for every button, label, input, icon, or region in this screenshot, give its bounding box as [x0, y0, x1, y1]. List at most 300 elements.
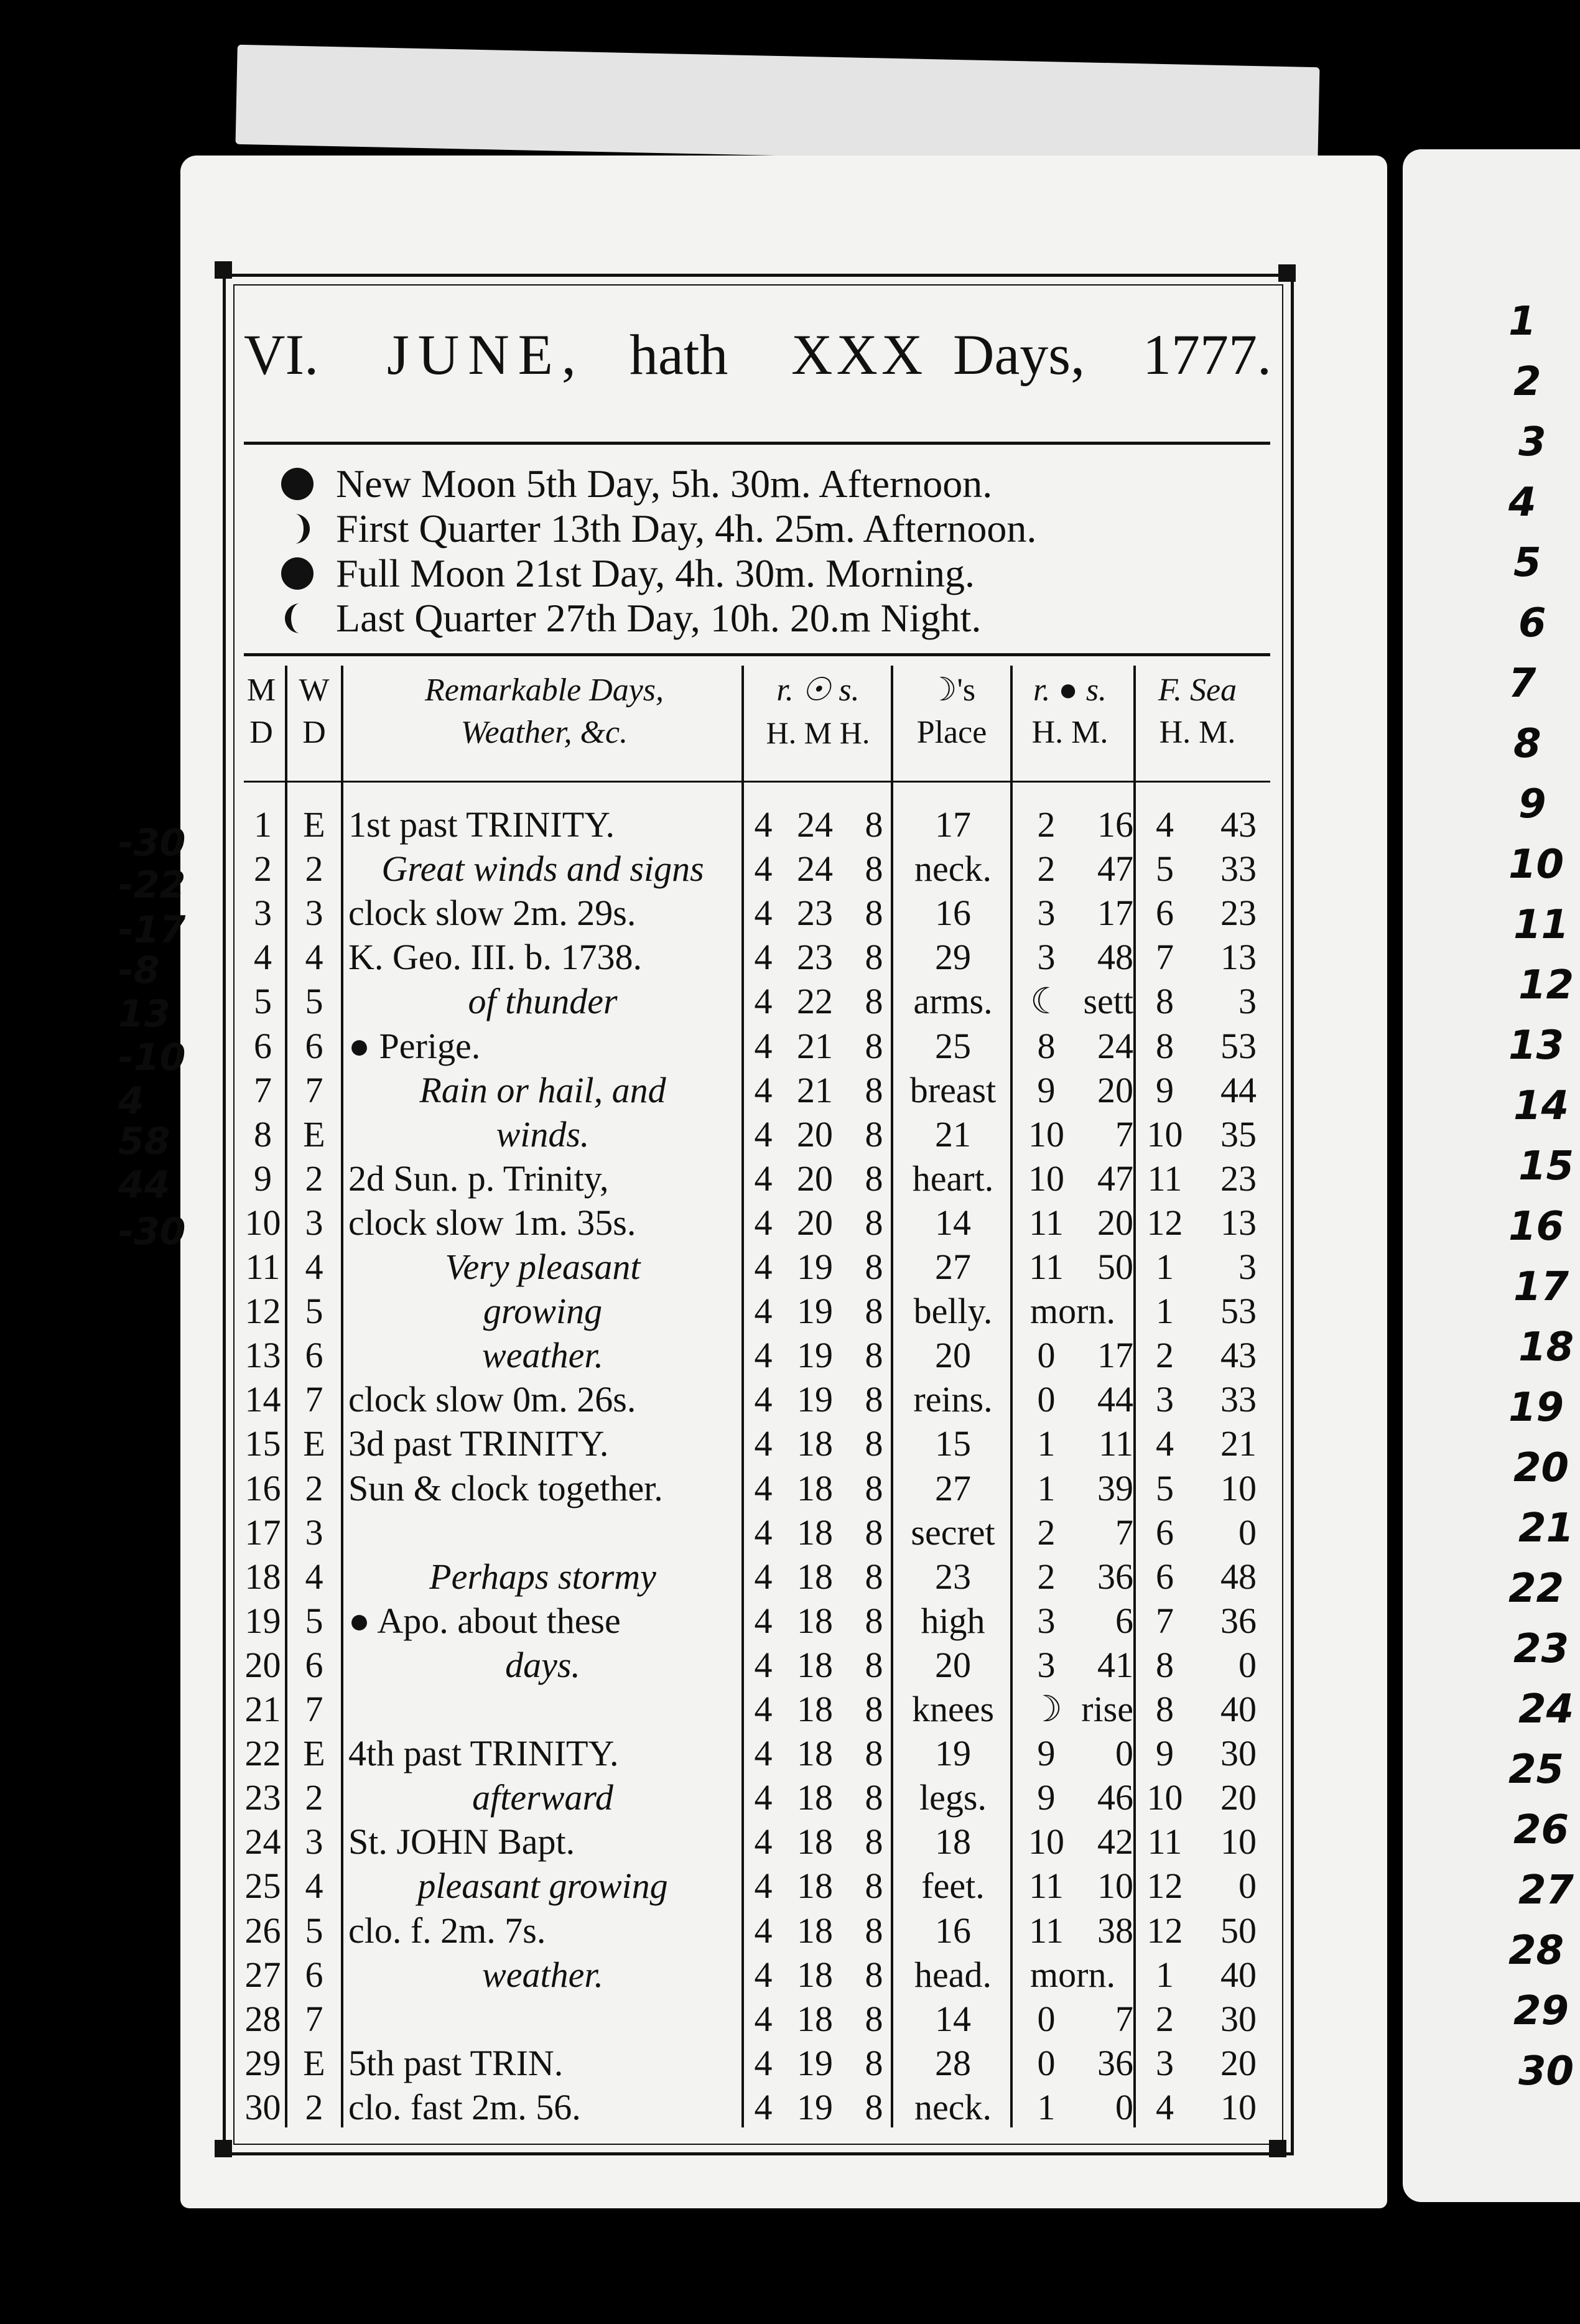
facing-page-number: 28: [1508, 1928, 1564, 1974]
cell-remark: days.: [505, 1644, 580, 1685]
col-moonrise-bottom: H. M.: [1031, 715, 1108, 750]
cell-moon-place: head.: [914, 1954, 992, 1995]
cell-sun-rise-minute: 19: [797, 2042, 833, 2083]
facing-page-number: 2: [1513, 359, 1541, 405]
cell-sea-hour: 8: [1156, 1689, 1174, 1729]
cell-sun-rise-minute: 18: [797, 1689, 833, 1729]
cell-sea-hour: 11: [1147, 1158, 1183, 1199]
table-row: [239, 1731, 1272, 1775]
col-wd-top: W: [299, 672, 330, 708]
cell-remark: [348, 1687, 737, 1731]
facing-page-number: 19: [1508, 1385, 1564, 1431]
cell-sun-rise-minute: 19: [797, 1247, 833, 1287]
cell-sun-set-hour: 8: [865, 804, 883, 845]
cell-sea-hour: 1: [1156, 1954, 1174, 1995]
cell-remark: clock slow 0m. 26s.: [348, 1379, 636, 1420]
cell-remark: ● Apo. about these: [348, 1600, 621, 1641]
cell-sun-rise-minute: 18: [797, 1644, 833, 1685]
cell-sun-rise-hour: 4: [754, 1025, 773, 1066]
cell-sea-hour: 8: [1156, 1025, 1174, 1066]
month-number: VI.: [244, 323, 319, 386]
table-row: [239, 1112, 1272, 1156]
cell-sea-minute: 33: [1220, 1379, 1257, 1420]
cell-moon-rise-minute: 41: [1097, 1644, 1133, 1685]
cell-sea-minute: 21: [1220, 1423, 1257, 1464]
cell-moon-rise-hour: 0: [1037, 2042, 1056, 2083]
cell-sun-rise-minute: 19: [797, 1291, 833, 1332]
facing-page-number: 27: [1518, 1867, 1574, 1913]
cell-remark: Sun & clock together.: [348, 1467, 663, 1508]
cell-sea-minute: 50: [1220, 1910, 1257, 1951]
cell-sea-hour: 2: [1156, 1335, 1174, 1376]
cell-moon-place: high: [921, 1600, 985, 1641]
cell-remark: [348, 1997, 737, 2041]
cell-week-day: 3: [305, 893, 323, 934]
cell-week-day: 2: [305, 2086, 323, 2127]
cell-week-day: E: [303, 1113, 325, 1155]
cell-sun-set-hour: 8: [865, 1954, 883, 1995]
cell-sea-minute: 30: [1220, 1733, 1257, 1774]
cell-moon-rise-minute: 16: [1097, 804, 1133, 845]
cell-sun-rise-hour: 4: [754, 1556, 773, 1597]
cell-remark: [348, 1510, 737, 1555]
cell-moon-place: 19: [935, 1733, 971, 1774]
cell-sea-minute: 23: [1220, 893, 1257, 934]
cell-moon-rise-minute: 20: [1097, 1069, 1133, 1110]
cell-sea-minute: 20: [1220, 1777, 1257, 1818]
cell-week-day: 7: [305, 1069, 323, 1110]
cell-moon-rise-minute: [1080, 1289, 1133, 1333]
margin-note: 13: [118, 992, 170, 1036]
col-remark-bottom: Weather, &c.: [460, 715, 628, 750]
cell-week-day: E: [303, 804, 325, 845]
margin-note: -30: [118, 821, 186, 865]
cell-moon-rise-hour: 11: [1029, 1866, 1064, 1907]
cell-month-day: 23: [244, 1777, 281, 1818]
cell-moon-rise-minute: 17: [1097, 893, 1133, 934]
facing-page-number: 21: [1518, 1505, 1574, 1551]
cell-remark: weather.: [482, 1954, 603, 1995]
cell-remark: of thunder: [468, 981, 618, 1022]
cell-month-day: 2: [254, 848, 272, 890]
cell-moon-place: arms.: [913, 981, 993, 1022]
cell-moon-rise-hour: 9: [1037, 1777, 1056, 1818]
cell-sun-set-hour: 8: [865, 1247, 883, 1287]
cell-moon-place: reins.: [913, 1379, 993, 1420]
cell-sun-set-hour: 8: [865, 1379, 883, 1420]
cell-sun-rise-hour: 4: [754, 1069, 773, 1110]
cell-sea-minute: 40: [1220, 1689, 1257, 1729]
cell-sun-set-hour: 8: [865, 1821, 883, 1862]
facing-page-number: 23: [1513, 1626, 1569, 1672]
moon-phase-text: New Moon 5th Day, 5h. 30m. Afternoon.: [336, 462, 993, 506]
moon-phase-text: First Quarter 13th Day, 4h. 25m. Afternoon.: [336, 506, 1037, 551]
cell-moon-rise-hour: ☾: [1030, 981, 1062, 1022]
cell-sun-rise-hour: 4: [754, 1733, 773, 1774]
cell-moon-rise-hour: 1: [1037, 2086, 1056, 2127]
cell-sun-set-hour: 8: [865, 1733, 883, 1774]
cell-week-day: 3: [305, 1202, 323, 1243]
table-row: [239, 1908, 1272, 1953]
month-name: JUNE,: [387, 323, 585, 386]
cell-week-day: E: [303, 1423, 325, 1464]
cell-moon-place: 17: [935, 804, 971, 845]
cell-month-day: 12: [244, 1291, 281, 1332]
cell-sun-rise-minute: 18: [797, 1512, 833, 1553]
cell-sun-rise-hour: 4: [754, 1998, 773, 2039]
cell-sun-rise-hour: 4: [754, 937, 773, 978]
cell-month-day: 22: [244, 1733, 281, 1774]
cell-moon-rise-minute: 46: [1097, 1777, 1133, 1818]
cell-sea-hour: 1: [1156, 1291, 1174, 1332]
cell-moon-rise-hour: 3: [1037, 1644, 1056, 1685]
cell-sea-minute: 10: [1220, 1467, 1257, 1508]
moon-phase-full: [336, 551, 975, 596]
cell-month-day: 24: [244, 1821, 281, 1862]
table-row: [239, 1997, 1272, 2041]
cell-month-day: 30: [244, 2086, 281, 2127]
corner-ornament: [215, 2140, 232, 2157]
cell-sea-hour: 4: [1156, 804, 1174, 845]
cell-sun-rise-minute: 18: [797, 1998, 833, 2039]
cell-moon-rise-hour: 0: [1037, 1998, 1056, 2039]
corner-ornament: [1278, 264, 1296, 282]
cell-moon-place: 16: [935, 1910, 971, 1951]
cell-sun-rise-hour: 4: [754, 1379, 773, 1420]
cell-moon-rise-hour: 3: [1037, 893, 1056, 934]
facing-page-number: 9: [1518, 781, 1546, 827]
cell-week-day: 6: [305, 1644, 323, 1685]
cell-moon-place: 29: [935, 937, 971, 978]
table-row: [239, 1377, 1272, 1421]
cell-sea-minute: 10: [1220, 1821, 1257, 1862]
cell-moon-place: belly.: [913, 1291, 993, 1332]
cell-sea-hour: 5: [1156, 1467, 1174, 1508]
cell-moon-rise-hour: 1: [1037, 1467, 1056, 1508]
cell-week-day: 7: [305, 1998, 323, 2039]
cell-remark: St. JOHN Bapt.: [348, 1821, 575, 1862]
cell-moon-rise-hour: 3: [1037, 1600, 1056, 1641]
cell-sea-minute: 48: [1220, 1556, 1257, 1597]
moon-phase-new: [336, 462, 992, 506]
facing-page-number: 6: [1518, 600, 1546, 646]
cell-sea-minute: 53: [1220, 1291, 1257, 1332]
cell-sun-rise-hour: 4: [754, 1910, 773, 1951]
cell-sun-rise-hour: 4: [754, 2042, 773, 2083]
cell-sun-rise-minute: 18: [797, 1423, 833, 1464]
cell-sun-rise-hour: 4: [754, 1600, 773, 1641]
cell-moon-rise-minute: 17: [1097, 1335, 1133, 1376]
cell-week-day: 2: [305, 1158, 323, 1199]
cell-moon-rise-hour: 11: [1029, 1910, 1064, 1951]
cell-week-day: E: [303, 1733, 325, 1774]
last-quarter-moon-icon: [280, 601, 315, 636]
cell-sun-set-hour: 8: [865, 1600, 883, 1641]
cell-sea-hour: 10: [1146, 1777, 1183, 1818]
facing-page-number: 30: [1518, 2048, 1574, 2094]
cell-sun-rise-minute: 21: [797, 1025, 833, 1066]
table-row: [239, 1156, 1272, 1201]
cell-sea-minute: 36: [1220, 1600, 1257, 1641]
col-moonrise-top: r. ● s.: [1033, 672, 1107, 708]
cell-month-day: 9: [254, 1158, 272, 1199]
col-moonplace-top: ☽'s: [927, 672, 976, 708]
cell-sea-hour: 3: [1156, 2042, 1174, 2083]
facing-page-number: 10: [1508, 842, 1564, 888]
table-row: [239, 1510, 1272, 1555]
cell-sea-minute: 35: [1220, 1113, 1257, 1155]
cell-sea-hour: 11: [1147, 1821, 1183, 1862]
table-row: [239, 1864, 1272, 1908]
facing-page-number: 7: [1508, 661, 1536, 707]
cell-sea-minute: 10: [1220, 2086, 1257, 2127]
cell-sun-rise-minute: 23: [797, 893, 833, 934]
cell-sea-hour: 7: [1156, 1600, 1174, 1641]
cell-sun-rise-minute: 18: [797, 1910, 833, 1951]
cell-week-day: 4: [305, 1866, 323, 1907]
days-word: Days,: [953, 323, 1085, 386]
cell-sun-set-hour: 8: [865, 1113, 883, 1155]
table-row: [239, 1201, 1272, 1245]
cell-sun-rise-hour: 4: [754, 1689, 773, 1729]
facing-page-number: 14: [1513, 1083, 1569, 1129]
cell-remark: 3d past TRINITY.: [348, 1423, 609, 1464]
cell-remark: 5th past TRIN.: [348, 2042, 564, 2083]
cell-sun-set-hour: 8: [865, 1423, 883, 1464]
cell-sun-rise-hour: 4: [754, 1291, 773, 1332]
cell-moon-rise-minute: 44: [1097, 1379, 1133, 1420]
cell-sun-set-hour: 8: [865, 1467, 883, 1508]
cell-week-day: 3: [305, 1512, 323, 1553]
cell-remark: Rain or hail, and: [419, 1069, 666, 1110]
cell-sea-hour: 9: [1156, 1069, 1174, 1110]
table-row: [239, 2085, 1272, 2129]
cell-sea-hour: 9: [1156, 1733, 1174, 1774]
cell-sea-hour: 3: [1156, 1379, 1174, 1420]
first-quarter-moon-icon: [280, 511, 315, 546]
margin-note: -8: [118, 949, 160, 992]
divider-rule: [244, 653, 1270, 656]
col-md-bottom: D: [249, 715, 273, 750]
cell-month-day: 27: [244, 1954, 281, 1995]
cell-month-day: 19: [244, 1600, 281, 1641]
moon-phase-first-quarter: [336, 506, 1036, 551]
cell-week-day: 4: [305, 1247, 323, 1287]
cell-sun-rise-hour: 4: [754, 2086, 773, 2127]
cell-sea-minute: 53: [1220, 1025, 1257, 1066]
cell-moon-rise-hour: 10: [1028, 1158, 1064, 1199]
cell-moon-rise-minute: 7: [1115, 1113, 1133, 1155]
cell-sea-minute: 43: [1220, 1335, 1257, 1376]
cell-week-day: 5: [305, 1600, 323, 1641]
cell-week-day: 6: [305, 1954, 323, 1995]
cell-sea-hour: 6: [1156, 1512, 1174, 1553]
cell-sea-hour: 7: [1156, 937, 1174, 978]
cell-sun-rise-hour: 4: [754, 1644, 773, 1685]
cell-moon-place: 23: [935, 1556, 971, 1597]
moon-phase-text: Last Quarter 27th Day, 10h. 20.m Night.: [336, 596, 982, 640]
cell-moon-rise-hour: 11: [1029, 1202, 1064, 1243]
cell-sun-rise-minute: 19: [797, 2086, 833, 2127]
cell-sun-rise-hour: 4: [754, 1202, 773, 1243]
cell-moon-rise-hour: morn.: [1030, 1954, 1115, 1995]
cell-sun-rise-minute: 18: [797, 1556, 833, 1597]
margin-note: -22: [118, 863, 186, 907]
cell-sea-minute: 40: [1220, 1954, 1257, 1995]
table-row: [239, 1775, 1272, 1820]
table-row: [239, 847, 1272, 891]
cell-sun-rise-minute: 24: [797, 848, 833, 890]
cell-remark: 4th past TRINITY.: [348, 1733, 619, 1774]
cell-moon-rise-hour: 9: [1037, 1733, 1056, 1774]
cell-moon-rise-hour: 0: [1037, 1379, 1056, 1420]
cell-sun-rise-hour: 4: [754, 1954, 773, 1995]
cell-moon-place: legs.: [919, 1777, 987, 1818]
cell-week-day: 4: [305, 937, 323, 978]
facing-page-number: 22: [1508, 1566, 1564, 1612]
table-row: [239, 1953, 1272, 1997]
cell-moon-rise-minute: 47: [1097, 1158, 1133, 1199]
cell-month-day: 3: [254, 893, 272, 934]
margin-note: -10: [118, 1036, 186, 1079]
cell-sun-rise-hour: 4: [754, 1335, 773, 1376]
full-dark-moon-icon: [280, 556, 315, 591]
cell-moon-place: neck.: [914, 848, 992, 890]
facing-page-number: 11: [1513, 902, 1569, 948]
facing-page-number: 12: [1518, 962, 1574, 1008]
cell-moon-rise-hour: 9: [1037, 1069, 1056, 1110]
cell-sun-rise-minute: 19: [797, 1379, 833, 1420]
col-sun-bottom: H. M H.: [766, 715, 870, 750]
cell-month-day: 10: [244, 1202, 281, 1243]
moon-phase-last-quarter: [336, 596, 981, 641]
cell-month-day: 8: [254, 1113, 272, 1155]
facing-page-number: 13: [1508, 1023, 1564, 1069]
cell-moon-place: 14: [935, 1998, 971, 2039]
cell-moon-place: 18: [935, 1821, 971, 1862]
cell-week-day: 3: [305, 1821, 323, 1862]
cell-month-day: 14: [244, 1379, 281, 1420]
facing-page-number: 24: [1518, 1686, 1574, 1732]
moon-phase-text: Full Moon 21st Day, 4h. 30m. Morning.: [336, 551, 975, 595]
cell-moon-rise-hour: 10: [1028, 1821, 1064, 1862]
table-row: [239, 1421, 1272, 1466]
cell-sun-rise-minute: 24: [797, 804, 833, 845]
facing-page-number: 17: [1513, 1264, 1569, 1310]
cell-month-day: 28: [244, 1998, 281, 2039]
cell-remark: growing: [483, 1291, 603, 1332]
table-row: [239, 1599, 1272, 1643]
cell-remark: Perhaps stormy: [429, 1556, 656, 1597]
cell-sea-hour: 6: [1156, 893, 1174, 934]
cell-week-day: 5: [305, 981, 323, 1022]
margin-note: 58: [118, 1120, 170, 1163]
cell-month-day: 13: [244, 1335, 281, 1376]
cell-sea-hour: 1: [1156, 1247, 1174, 1287]
cell-sun-rise-minute: 18: [797, 1954, 833, 1995]
cell-sea-hour: 4: [1156, 2086, 1174, 2127]
cell-moon-rise-minute: [1080, 1953, 1133, 1997]
cell-sun-rise-minute: 18: [797, 1866, 833, 1907]
table-row: [239, 1555, 1272, 1599]
table-row: [239, 935, 1272, 979]
cell-sun-set-hour: 8: [865, 1998, 883, 2039]
cell-sun-set-hour: 8: [865, 1291, 883, 1332]
cell-sea-minute: 44: [1220, 1069, 1257, 1110]
cell-sun-set-hour: 8: [865, 2042, 883, 2083]
margin-note: 4: [118, 1079, 144, 1123]
cell-moon-rise-hour: morn.: [1030, 1291, 1115, 1332]
cell-moon-rise-hour: 2: [1037, 804, 1056, 845]
cell-remark: clock slow 1m. 35s.: [348, 1202, 636, 1243]
header-rule: [244, 781, 1270, 783]
cell-sun-rise-hour: 4: [754, 981, 773, 1022]
cell-sun-rise-hour: 4: [754, 1247, 773, 1287]
cell-month-day: 16: [244, 1467, 281, 1508]
cell-sun-rise-hour: 4: [754, 804, 773, 845]
cell-remark: clo. f. 2m. 7s.: [348, 1910, 546, 1951]
cell-sea-hour: 12: [1146, 1866, 1183, 1907]
cell-sun-rise-minute: 19: [797, 1335, 833, 1376]
margin-note: 44: [118, 1163, 170, 1207]
cell-month-day: 21: [244, 1689, 281, 1729]
cell-moon-rise-hour: ☽: [1030, 1689, 1062, 1729]
cell-month-day: 20: [244, 1644, 281, 1685]
cell-sea-minute: 0: [1238, 1644, 1257, 1685]
cell-remark: Great winds and signs: [381, 848, 704, 890]
cell-sea-minute: 3: [1238, 981, 1257, 1022]
facing-page-number: 20: [1513, 1445, 1569, 1491]
facing-page-number: 25: [1508, 1747, 1564, 1793]
cell-sun-set-hour: 8: [865, 1644, 883, 1685]
cell-moon-rise-hour: 8: [1037, 1025, 1056, 1066]
cell-sun-rise-hour: 4: [754, 1113, 773, 1155]
cell-week-day: 4: [305, 1556, 323, 1597]
cell-sun-set-hour: 8: [865, 1866, 883, 1907]
cell-week-day: 2: [305, 1777, 323, 1818]
cell-remark: clo. fast 2m. 56.: [348, 2086, 581, 2127]
cell-moon-place: 25: [935, 1025, 971, 1066]
cell-moon-place: 20: [935, 1335, 971, 1376]
cell-week-day: 5: [305, 1910, 323, 1951]
cell-sea-minute: 3: [1238, 1247, 1257, 1287]
cell-sea-minute: 33: [1220, 848, 1257, 890]
cell-sea-hour: 4: [1156, 1423, 1174, 1464]
cell-week-day: 7: [305, 1379, 323, 1420]
cell-sea-hour: 2: [1156, 1998, 1174, 2039]
table-row: [239, 1289, 1272, 1333]
cell-sea-minute: 20: [1220, 2042, 1257, 2083]
cell-remark: clock slow 2m. 29s.: [348, 893, 636, 934]
cell-sea-minute: 30: [1220, 1998, 1257, 2039]
table-row: [239, 1024, 1272, 1068]
cell-sea-hour: 5: [1156, 848, 1174, 890]
table-row: [239, 1687, 1272, 1731]
cell-sea-minute: 13: [1220, 1202, 1257, 1243]
cell-month-day: 4: [254, 937, 272, 978]
cell-week-day: 6: [305, 1025, 323, 1066]
cell-moon-rise-minute: 36: [1097, 1556, 1133, 1597]
cell-moon-rise-minute: 47: [1097, 848, 1133, 890]
cell-moon-rise-minute: 20: [1097, 1202, 1133, 1243]
cell-week-day: 5: [305, 1291, 323, 1332]
cell-sun-rise-minute: 23: [797, 937, 833, 978]
cell-sun-rise-hour: 4: [754, 1512, 773, 1553]
cell-moon-rise-minute: 11: [1099, 1423, 1133, 1464]
cell-sun-rise-minute: 21: [797, 1069, 833, 1110]
cell-sea-hour: 12: [1146, 1910, 1183, 1951]
cell-month-day: 11: [245, 1247, 281, 1287]
